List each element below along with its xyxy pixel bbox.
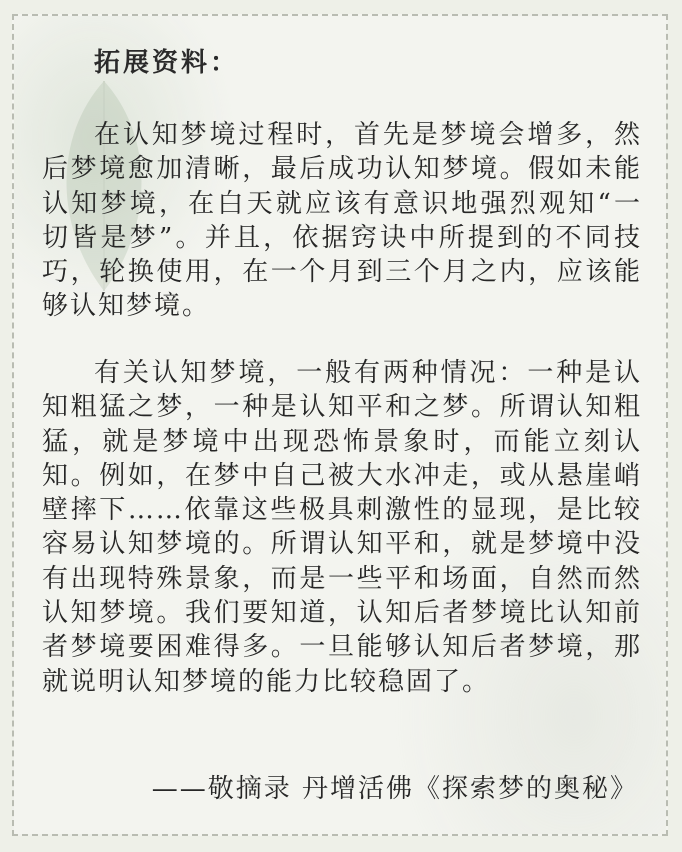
section-heading: 拓展资料：: [94, 48, 240, 78]
paragraph-2: 有关认知梦境，一般有两种情况：一种是认知粗猛之梦，一种是认知平和之梦。所谓认知粗猛，就是梦境中出现恐怖景象时，而能立刻认知。例如，在梦中自己被大水冲走，或从悬崖峭壁摔下……依靠这些极具刺激性的显现，是比较容易认知梦境的。所谓认知平和，就是梦境中没有出现特殊景象，而是一些平和场面，自然而然认知梦境。我们要知道，认知后者梦境比认知前者梦境要困难得多。一旦能够认知后者梦境，那就说明认知梦境的能力比较稳固了。: [42, 358, 642, 697]
paragraph-1: 在认知梦境过程时，首先是梦境会增多，然后梦境愈加清晰，最后成功认知梦境。假如未能认知梦境，在白天就应该有意识地强烈观知“一切皆是梦”。并且，依据窍诀中所提到的不同技巧，轮换使用，在一个月到三个月之内，应该能够认知梦境。: [42, 120, 642, 322]
attribution: ——敬摘录 丹增活佛《探索梦的奥秘》: [151, 774, 638, 804]
